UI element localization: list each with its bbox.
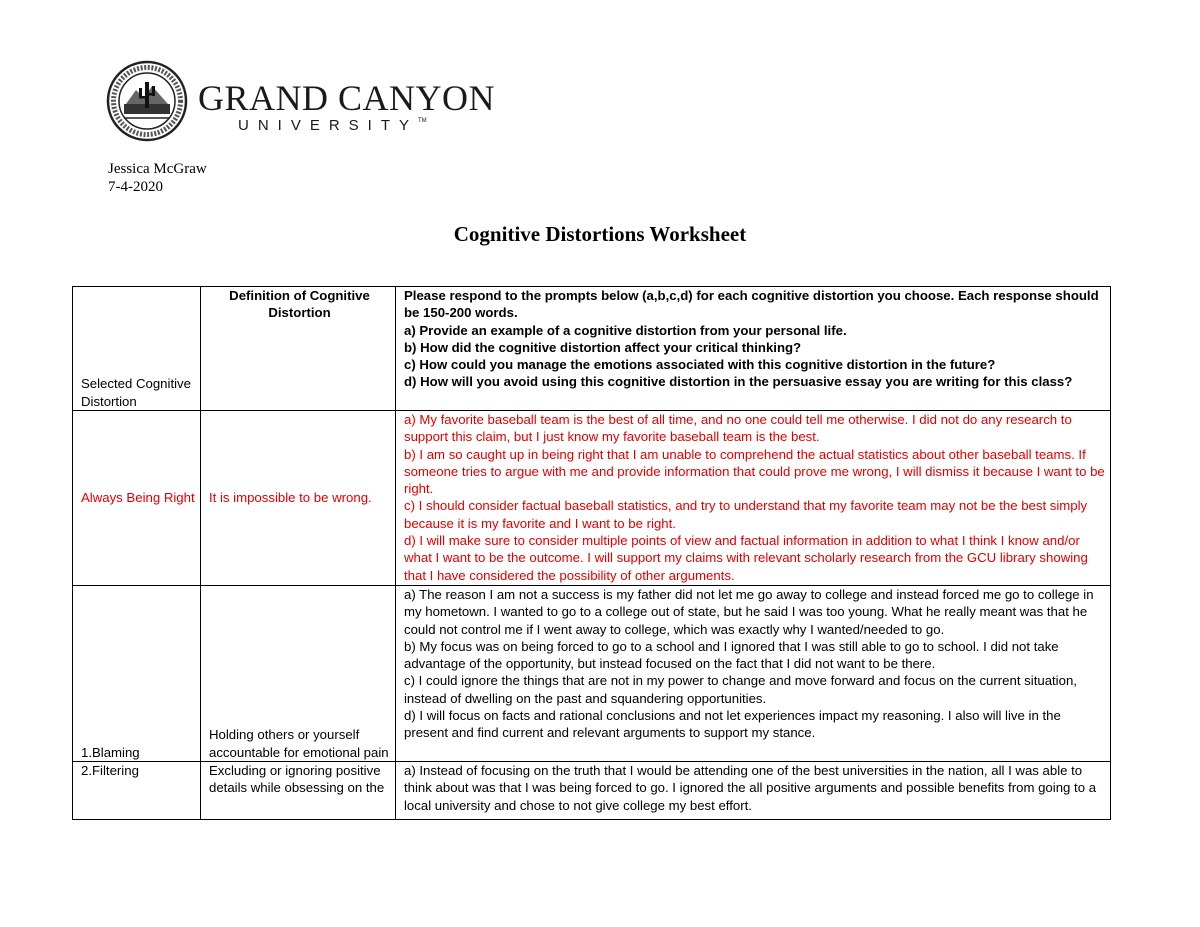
university-logo (106, 60, 496, 142)
document-meta (108, 160, 207, 196)
response-a: a) My favorite baseball team is the best of all time, and no one could tell me otherwise. I did not do any research to support this claim, but I just know my favorite baseball team is the best. (404, 412, 1072, 445)
response-b: b) My focus was on being forced to go to a school and I ignored that I was still able to go to school. I did not take advantage of the opportunity, but instead focused on the fact that I did not want to be there. (404, 638, 1059, 672)
logo-subtitle: UNIVERSITY™ (238, 117, 427, 134)
response-c: c) I could ignore the things that are not in my power to change and move forward and focus on the current situation, instead of dwelling on the past and squandering opportunities. (404, 673, 1077, 706)
header-prompts (396, 287, 1111, 411)
header-selected-distortion: Selected Cognitive Distortion (73, 287, 201, 411)
response-a: a) Instead of focusing on the truth that I would be attending one of the best universities in the nation, all I was able to think about was that I was being forced to go. I ignored the all positive arguments and possible benefits from going to a local university and chose to not give college my best effort. (404, 763, 1097, 813)
header-prompt-line: d) How will you avoid using this cognitive distortion in the persuasive essay you are writing for this class? (404, 374, 1073, 390)
university-seal-icon (106, 60, 188, 142)
table-row (73, 586, 1111, 762)
header-prompt-line: c) How could you manage the emotions associated with this cognitive distortion in the future? (404, 357, 996, 373)
author-name: Jessica McGraw (108, 161, 207, 177)
distortion-name: 1.Blaming (73, 586, 201, 762)
response-a: a) The reason I am not a success is my father did not let me go away to college and instead forced me go to college in my hometown. I wanted to go to a college out of state, but he said I was too young. What he really meant was that he could not control me if I went away to college, which was exactly why I wanted/needed to go. (404, 587, 1094, 637)
distortion-definition: Holding others or yourself accountable for emotional pain (201, 586, 396, 762)
distortion-responses (396, 586, 1111, 762)
response-d: d) I will focus on facts and rational conclusions and not let experiences impact my reasoning. I also will live in the present and find current and relevant arguments to support my stance. (404, 708, 1061, 741)
distortion-definition: Excluding or ignoring positive details while obsessing on the (201, 762, 396, 820)
header-prompt-line: b) How did the cognitive distortion affect your critical thinking? (404, 339, 802, 355)
document-title: Cognitive Distortions Worksheet (453, 222, 747, 246)
distortion-name: Always Being Right (73, 411, 201, 586)
distortion-responses (396, 411, 1111, 586)
response-b: b) I am so caught up in being right that I am unable to comprehend the actual statistics about other baseball teams. If someone tries to argue with me and provide information that could prove me wrong, I will dismiss it because I want to be right. (404, 446, 1105, 497)
worksheet-table (72, 286, 1111, 820)
distortion-name: 2.Filtering (73, 762, 201, 820)
response-d: d) I will make sure to consider multiple points of view and factual information in addition to what I think I know and/or what I want to be the outcome. I will support my claims with relevant scholarly research from the GCU library showing that I have considered the possibility of other arguments. (404, 533, 1088, 583)
distortion-responses (396, 762, 1111, 820)
table-header-row (73, 287, 1111, 411)
document-date: 7-4-2020 (108, 179, 163, 195)
table-row (73, 762, 1111, 820)
header-prompt-line: a) Provide an example of a cognitive distortion from your personal life. (404, 322, 847, 338)
logo-wordmark: GRAND CANYON (198, 78, 496, 118)
response-c: c) I should consider factual baseball statistics, and try to understand that my favorite team may not be the best simply because it is my favorite and I want to be right. (404, 498, 1088, 531)
header-prompt-line: Please respond to the prompts below (a,b,c,d) for each cognitive distortion you choose. Each response should be 150-200 words. (404, 288, 1099, 321)
header-definition: Definition of Cognitive Distortion (201, 287, 396, 411)
table-row (73, 411, 1111, 586)
distortion-definition: It is impossible to be wrong. (201, 411, 396, 586)
